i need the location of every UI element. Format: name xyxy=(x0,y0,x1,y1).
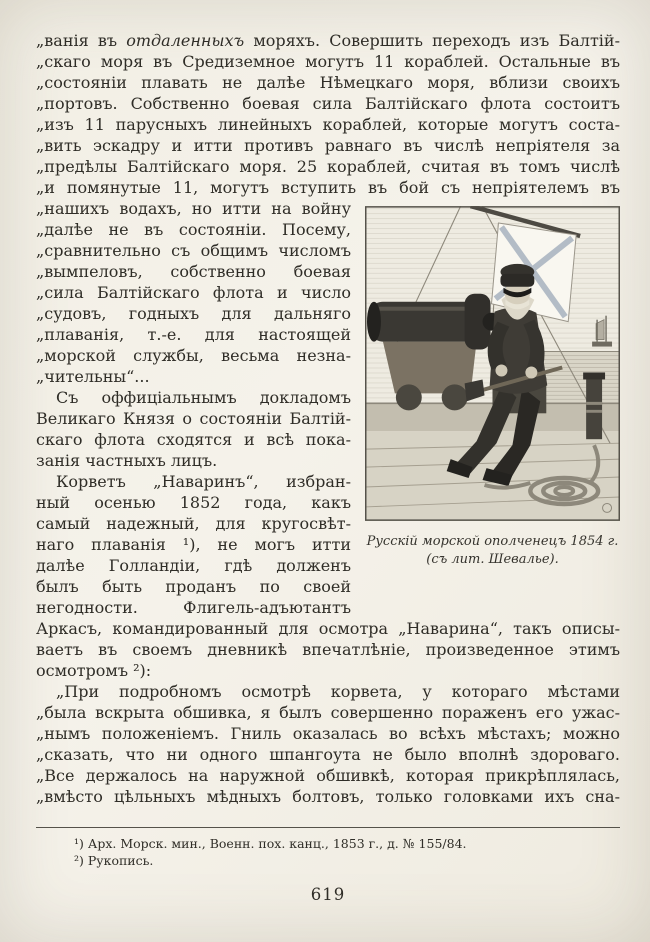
text-line: былъ быть проданъ по своей xyxy=(36,577,351,596)
text-line: „предѣлы Балтійскаго моря. 25 кораблей, считая въ томъ числѣ xyxy=(36,157,620,176)
text-line: „сказать, что ни одного шпангоута не было вполнѣ здороваго. xyxy=(36,745,620,764)
illustration-figure xyxy=(365,206,620,569)
left-text-column xyxy=(36,198,351,618)
text-line: негодности. Флигель-адъютантъ xyxy=(36,598,351,617)
text-line: самый надежный, для кругосвѣт- xyxy=(36,514,351,533)
caption-line-1: Русскій морской ополченецъ 1854 г. xyxy=(366,534,619,549)
text-line: „вымпеловъ, собственно боевая xyxy=(36,262,351,281)
text-line: ²) Рукопись. xyxy=(74,853,154,868)
text-line: Великаго Князя о состояніи Балтій- xyxy=(36,409,351,428)
text-line: „сила Балтійскаго флота и число xyxy=(36,283,351,302)
text-line: „судовъ, годныхъ для дальняго xyxy=(36,304,351,323)
text-line: „ванія въ отдаленныхъ моряхъ. Совершить переходъ изъ Балтій- xyxy=(36,31,620,50)
text-line: „морской службы, весьма незна- xyxy=(36,346,351,365)
text-line: „портовъ. Собственно боевая сила Балтійскаго флота состоитъ xyxy=(36,94,620,113)
text-line: „нымъ положеніемъ. Гниль оказалась во всѣхъ мѣстахъ; можно xyxy=(36,724,620,743)
paragraph-arkas xyxy=(36,618,620,681)
text-line: „плаванія, т.-е. для настоящей xyxy=(36,325,351,344)
mooring-post xyxy=(583,372,605,439)
text-line: Корветъ „Наваринъ“, избран- xyxy=(56,472,351,491)
text-line: „изъ 11 парусныхъ линейныхъ кораблей, которые могутъ соста- xyxy=(36,115,620,134)
text-line: осмотромъ ²): xyxy=(36,661,152,680)
quote-paragraph-top xyxy=(36,30,620,198)
text-line: „нашихъ водахъ, но итти на войну xyxy=(36,199,351,218)
text-line: „При подробномъ осмотрѣ корвета, у котораго мѣстами xyxy=(56,682,620,701)
text-line: „чительны“... xyxy=(36,367,150,386)
text-line: ный осенью 1852 года, какъ xyxy=(36,493,351,512)
text-line: Аркасъ, командированный для осмотра „Наварина“, такъ описы- xyxy=(36,619,620,638)
text-line: ¹) Арх. Морск. мин., Военн. пох. канц., 1853 г., д. № 155/84. xyxy=(74,836,467,851)
text-line: скаго флота сходятся и всѣ пока- xyxy=(36,430,351,449)
illustration-caption xyxy=(365,533,620,569)
text-line: ваетъ въ своемъ дневникѣ впечатлѣніе, произведенное этимъ xyxy=(36,640,620,659)
quote-paragraph-bottom xyxy=(36,681,620,807)
text-line: наго плаванія ¹), не могъ итти xyxy=(36,535,351,554)
page-number: 619 xyxy=(310,885,346,904)
text-line: „скаго моря въ Средиземное могутъ 11 кораблей. Остальные въ xyxy=(36,52,620,71)
text-and-illustration-row xyxy=(36,198,620,618)
text-line: „была вскрыта обшивка, я былъ совершенно пораженъ его ужас- xyxy=(36,703,620,722)
caption-line-2: (съ лит. Шевалье). xyxy=(426,552,559,567)
militiaman-artwork xyxy=(365,206,620,521)
text-line: „сравнительно съ общимъ числомъ xyxy=(36,241,351,260)
text-line: Съ оффиціальнымъ докладомъ xyxy=(56,388,351,407)
text-line: „и помянутые 11, могутъ вступить въ бой съ непріятелемъ въ xyxy=(36,178,620,197)
militiaman-illustration xyxy=(365,206,620,521)
text-line: „вить эскадру и итти противъ равнаго въ числѣ непріятеля за xyxy=(36,136,620,155)
text-line: „Все держалось на наружной обшивкѣ, которая прикрѣплялась, xyxy=(36,766,620,785)
text-line: „вмѣсто цѣльныхъ мѣдныхъ болтовъ, только головками ихъ сна- xyxy=(36,787,620,806)
text-line: „далѣе не въ состояніи. Посему, xyxy=(36,220,351,239)
text-line: занія частныхъ лицъ. xyxy=(36,451,218,470)
text-line: далѣе Голландіи, гдѣ долженъ xyxy=(36,556,351,575)
text-line: „состояніи плавать не далѣе Нѣмецкаго моря, вблизи своихъ xyxy=(36,73,620,92)
footnotes xyxy=(36,828,620,869)
